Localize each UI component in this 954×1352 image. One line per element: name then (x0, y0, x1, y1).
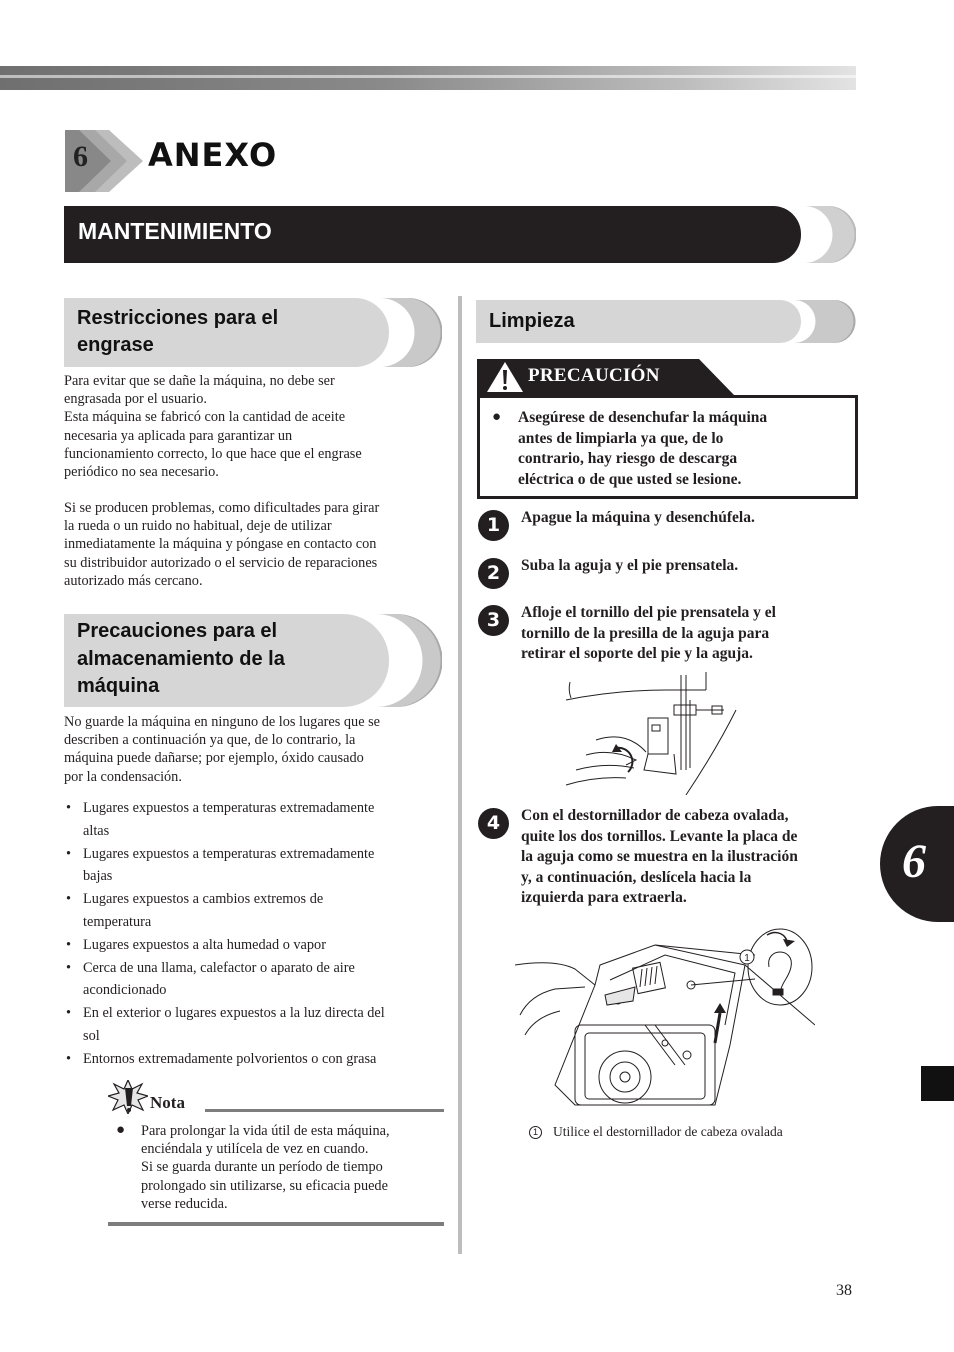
list-item (64, 934, 444, 957)
list-item (64, 888, 444, 934)
text-line: Cerca de una llama, calefactor o aparato de aire (83, 959, 355, 976)
step-number: 4 (478, 808, 509, 839)
text-line: Suba la aguja y el pie prensatela. (521, 557, 739, 574)
section-title: MANTENIMIENTO (78, 218, 272, 244)
subheading-tail-icon (794, 300, 856, 343)
text-line: retirar el soporte del pie y la aguja. (521, 645, 753, 663)
presser-foot-illustration (556, 670, 746, 800)
step-number: 2 (478, 558, 509, 589)
subheading-grease-line1: Restricciones para el (77, 307, 279, 329)
text-line: Para prolongar la vida útil de esta máquina, (141, 1123, 390, 1139)
text-line: por la condensación. (64, 768, 182, 785)
step-number: 1 (478, 510, 509, 541)
step-text (521, 556, 858, 577)
text-line: prolongado sin utilizarse, su eficacia puede (141, 1177, 388, 1194)
text-line: autorizado más cercano. (64, 572, 203, 589)
subheading-grease (64, 298, 389, 367)
list-item (64, 1048, 444, 1071)
text-line: contrario, hay riesgo de descarga (518, 450, 738, 468)
caution-bullet-icon: ● (492, 409, 502, 425)
subheading-storage-line2: almacenamiento de la (77, 648, 285, 670)
caption-number: 1 (529, 1126, 542, 1139)
caution-box (477, 395, 858, 499)
needle-plate-illustration (515, 925, 815, 1125)
text-line: Con el destornillador de cabeza ovalada, (521, 807, 789, 824)
subheading-grease-line2: engrase (77, 334, 154, 356)
text-line: enciéndala y utilícela de vez en cuando. (141, 1141, 369, 1158)
subheading-storage-line3: máquina (77, 675, 160, 697)
section-banner (64, 206, 856, 263)
step-text (521, 603, 858, 665)
text-line: Lugares expuestos a cambios extremos de (83, 891, 324, 908)
text-line: Apague la máquina y desenchúfela. (521, 509, 755, 526)
column-divider (458, 296, 462, 1254)
note-label: Nota (150, 1093, 185, 1112)
text-line: Si se guarda durante un período de tiempo (141, 1159, 383, 1176)
note-text (141, 1122, 444, 1213)
subheading-storage (64, 614, 389, 707)
note-burst-icon (108, 1080, 148, 1114)
text-line: eléctrica o de que usted se lesione. (518, 470, 742, 488)
text-line: Esta máquina se fabricó con la cantidad de aceite (64, 409, 346, 426)
text-line: bajas (83, 868, 113, 885)
callout-number: 1 (744, 953, 750, 964)
grease-paragraph-2 (64, 499, 444, 590)
header-rule-highlight (0, 75, 856, 78)
caution-label: PRECAUCIÓN (528, 365, 660, 386)
side-tab-number: 6 (902, 835, 926, 888)
note-bottom-rule (108, 1222, 444, 1226)
warning-triangle-icon (486, 361, 524, 393)
text-line: Afloje el tornillo del pie prensatela y el (521, 604, 776, 621)
text-line: la rueda o un ruido no habitual, deje de utilizar (64, 518, 332, 535)
text-line: funcionamiento correcto, lo que hace que el engrase (64, 445, 362, 462)
subheading-cleaning-text: Limpieza (489, 310, 575, 332)
list-item (64, 1002, 444, 1048)
text-line: quite los dos tornillos. Levante la placa de (521, 827, 798, 845)
text-line: temperatura (83, 913, 152, 930)
text-line: antes de limpiarla ya que, de lo (518, 429, 724, 447)
chapter-side-tab (880, 806, 954, 922)
caution-text (518, 408, 848, 490)
side-marker (921, 1066, 954, 1101)
storage-intro (64, 713, 444, 786)
text-line: Asegúrese de desenchufar la máquina (518, 409, 768, 426)
text-line: Entornos extremadamente polvorientos o con grasa (83, 1050, 377, 1067)
grease-paragraph-1 (64, 372, 444, 481)
step-number: 3 (478, 605, 509, 636)
text-line: engrasada por el usuario. (64, 391, 207, 408)
chapter-marker (65, 130, 145, 192)
text-line: inmediatamente la máquina y póngase en contacto con (64, 536, 377, 553)
figure-caption: Utilice el destornillador de cabeza ovalada (553, 1124, 783, 1139)
chapter-number: 6 (73, 140, 88, 173)
text-line: izquierda para extraerla. (521, 889, 687, 907)
text-line: No guarde la máquina en ninguno de los lugares que se (64, 714, 381, 730)
text-line: Lugares expuestos a alta humedad o vapor (83, 936, 326, 953)
text-line: tornillo de la presilla de la aguja para (521, 624, 770, 642)
step-text (521, 508, 858, 529)
text-line: Si se producen problemas, como dificultades para girar (64, 500, 380, 516)
text-line: verse reducida. (141, 1195, 228, 1212)
text-line: describen a continuación ya que, de lo contrario, la (64, 732, 356, 749)
text-line: y, a continuación, deslícela hacia la (521, 868, 752, 886)
text-line: la aguja como se muestra en la ilustración (521, 848, 798, 866)
storage-bullet-list (64, 797, 444, 1071)
list-item (64, 843, 444, 889)
text-line: Lugares expuestos a temperaturas extremadamente (83, 800, 375, 816)
subheading-tail-icon (376, 614, 442, 707)
text-line: su distribuidor autorizado o el servicio de reparaciones (64, 554, 378, 571)
text-line: periódico no sea necesario. (64, 464, 219, 481)
text-line: acondicionado (83, 982, 167, 999)
subheading-cleaning (476, 300, 801, 343)
note-top-rule (205, 1109, 444, 1112)
subheading-storage-line1: Precauciones para el (77, 620, 278, 642)
text-line: sol (83, 1027, 100, 1044)
header-rule (0, 66, 856, 90)
text-line: En el exterior o lugares expuestos a la luz directa del (83, 1005, 385, 1022)
text-line: Lugares expuestos a temperaturas extremadamente (83, 845, 375, 862)
text-line: altas (83, 822, 110, 839)
list-item (64, 957, 444, 1003)
page-number: 38 (836, 1282, 852, 1299)
text-line: máquina puede dañarse; por ejemplo, óxido causado (64, 750, 364, 767)
chapter-title: ANEXO (148, 136, 278, 174)
subheading-tail-icon (380, 298, 442, 367)
text-line: Para evitar que se dañe la máquina, no debe ser (64, 373, 335, 389)
step-text (521, 806, 858, 909)
note-bullet-icon: ● (116, 1122, 126, 1138)
text-line: necesaria ya aplicada para garantizar un (64, 427, 293, 444)
list-item (64, 797, 444, 843)
caution-tab (477, 359, 734, 395)
